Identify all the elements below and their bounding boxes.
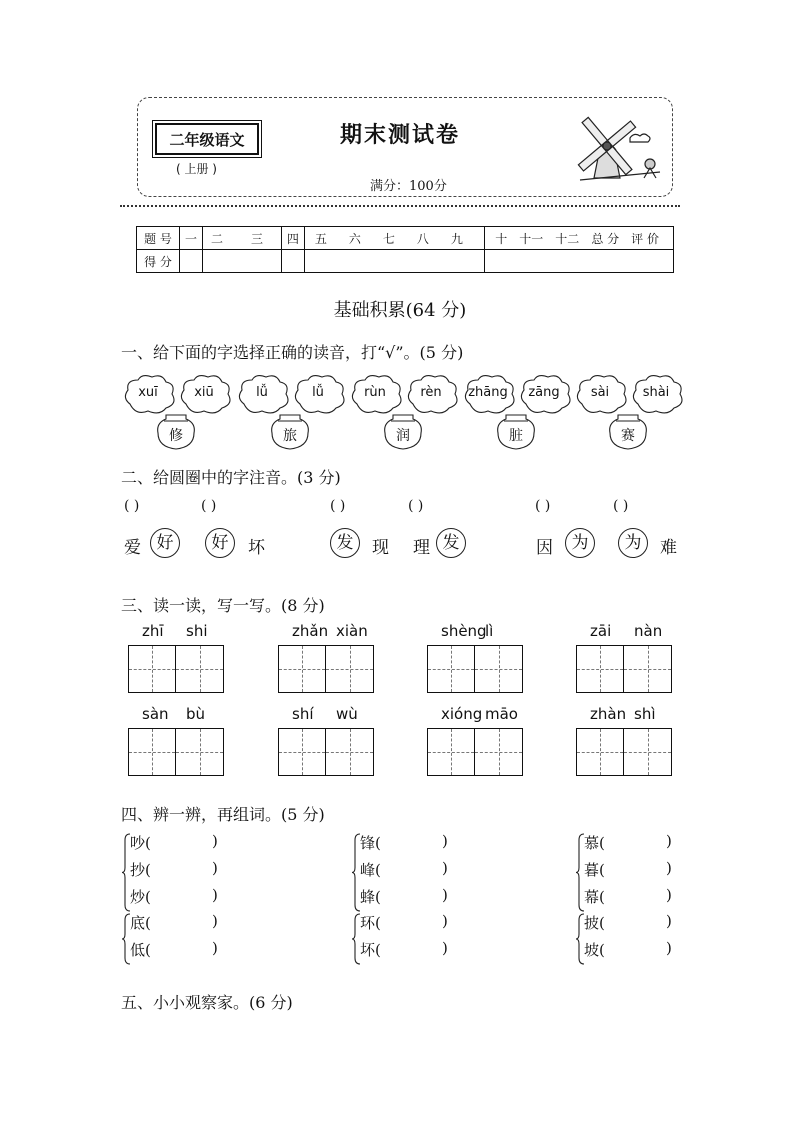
character-jar [270,413,310,451]
pinyin-answer-blank[interactable]: ( ) [535,498,551,514]
character-jar [156,413,196,451]
close-paren: ) [666,859,672,877]
word-character: 低 [130,941,146,959]
word-character: 底 [130,914,146,932]
character-jar [496,413,536,451]
word-line[interactable] [360,939,448,960]
pinyin-option-text: xiū [194,385,214,400]
word-line[interactable] [360,912,448,933]
character: 爱 [124,538,141,558]
score-cell[interactable] [203,250,282,273]
windmill-illustration [570,108,666,190]
close-paren: ) [666,912,672,930]
score-cell[interactable] [180,250,203,273]
tian-grid[interactable] [278,728,374,776]
circled-character: 好 [205,528,235,558]
pinyin-label: sàn [142,705,169,723]
open-paren: ( [599,914,605,932]
open-paren: ( [145,861,151,879]
pinyin-option-text: rèn [420,385,442,400]
word-line[interactable] [360,886,448,907]
pinyin-option-cloud[interactable] [630,374,682,414]
pinyin-label: shi [186,622,208,640]
pinyin-option-text: lǚ [256,385,268,400]
word-character: 暮 [584,861,600,879]
character: 坏 [248,538,265,558]
pinyin-option-cloud[interactable] [292,374,344,414]
jar-character: 脏 [509,428,523,444]
character: 理 [413,538,430,558]
close-paren: ) [442,832,448,850]
section-2-title: 二、给圆圈中的字注音。(3 分) [121,468,341,487]
word-line[interactable] [584,886,672,907]
close-paren: ) [212,912,218,930]
open-paren: ( [599,941,605,959]
pinyin-option-text: sài [590,385,610,400]
part-title: 基础积累(64 分) [333,300,467,321]
word-line[interactable] [130,886,218,907]
character: 因 [536,538,553,558]
word-line[interactable] [584,859,672,880]
word-character: 吵 [130,834,146,852]
pinyin-label: xiàn [336,622,368,640]
pinyin-option-text: rùn [364,385,386,400]
pinyin-answer-blank[interactable]: ( ) [613,498,629,514]
word-line[interactable] [130,912,218,933]
word-line[interactable] [584,939,672,960]
volume-label: ( 上册 ) [176,162,217,176]
section-4-title: 四、辨一辨，再组词。(5 分) [121,805,325,824]
word-line[interactable] [130,832,218,853]
close-paren: ) [442,859,448,877]
page-title: 期末测试卷 [339,123,460,148]
pinyin-option-cloud[interactable] [236,374,288,414]
circled-character: 好 [150,528,180,558]
open-paren: ( [599,834,605,852]
character: 难 [660,538,677,558]
table-cell: 十 十一 十二 总 分 评 价 [485,227,674,250]
word-line[interactable] [584,912,672,933]
tian-grid[interactable] [128,645,224,693]
close-paren: ) [442,939,448,957]
pinyin-label: nàn [634,622,663,640]
word-line[interactable] [360,832,448,853]
pinyin-label: shì [634,705,656,723]
open-paren: ( [375,888,381,906]
pinyin-label: zāi [590,622,612,640]
table-cell: 二 三 [203,227,282,250]
tian-grid[interactable] [427,645,523,693]
tian-grid[interactable] [427,728,523,776]
word-character: 锋 [360,834,376,852]
close-paren: ) [212,832,218,850]
close-paren: ) [212,859,218,877]
pinyin-option-text: lǚ [312,385,324,400]
tian-grid[interactable] [576,728,672,776]
pinyin-label: bù [186,705,206,723]
word-line[interactable] [130,859,218,880]
pinyin-option-cloud[interactable] [178,374,230,414]
word-character: 幕 [584,888,600,906]
grade-badge: 二年级语文 [155,123,259,155]
pinyin-label: zhǎn [292,622,329,640]
open-paren: ( [599,888,605,906]
table-cell: 题 号 [137,227,180,250]
jar-character: 旅 [283,428,297,444]
jar-character: 修 [169,428,183,444]
pinyin-label: māo [485,705,518,723]
close-paren: ) [666,886,672,904]
score-cell[interactable] [485,250,674,273]
pinyin-answer-blank[interactable]: ( ) [330,498,346,514]
close-paren: ) [666,939,672,957]
pinyin-option-text: zāng [528,385,560,400]
jar-character: 赛 [621,428,635,444]
close-paren: ) [212,886,218,904]
circled-character: 发 [436,528,466,558]
word-character: 坏 [360,941,376,959]
word-character: 慕 [584,834,600,852]
close-paren: ) [666,832,672,850]
tian-grid[interactable] [278,645,374,693]
character-jar [383,413,423,451]
open-paren: ( [375,914,381,932]
pinyin-option-cloud[interactable] [122,374,174,414]
pinyin-option-cloud[interactable] [462,374,514,414]
circled-character: 为 [618,528,648,558]
word-character: 蜂 [360,888,376,906]
close-paren: ) [442,886,448,904]
pinyin-option-cloud[interactable] [574,374,626,414]
pinyin-label: zhī [142,622,164,640]
tian-grid[interactable] [128,728,224,776]
table-cell: 一 [180,227,203,250]
pinyin-option-cloud[interactable] [349,374,401,414]
open-paren: ( [599,861,605,879]
character-jar [608,413,648,451]
pinyin-label: shèng [441,622,487,640]
pinyin-answer-blank[interactable]: ( ) [408,498,424,514]
score-cell[interactable] [304,250,484,273]
pinyin-answer-blank[interactable]: ( ) [201,498,217,514]
full-score: 满分：100分 [370,179,447,194]
circled-character: 发 [330,528,360,558]
word-character: 环 [360,914,376,932]
close-paren: ) [212,939,218,957]
word-character: 抄 [130,861,146,879]
word-line[interactable] [130,939,218,960]
word-character: 炒 [130,888,146,906]
section-5-title: 五、小小观察家。(6 分) [121,993,293,1012]
open-paren: ( [145,941,151,959]
open-paren: ( [145,914,151,932]
word-character: 峰 [360,861,376,879]
table-cell: 四 [281,227,304,250]
open-paren: ( [145,888,151,906]
pinyin-label: shí [292,705,314,723]
header-divider [120,205,680,207]
section-1-title: 一、给下面的字选择正确的读音，打“√”。(5 分) [121,343,464,362]
pinyin-option-text: zhāng [468,385,508,400]
pinyin-option-text: xuī [138,385,158,400]
word-line[interactable] [360,859,448,880]
word-character: 坡 [584,941,600,959]
close-paren: ) [442,912,448,930]
pinyin-option-cloud[interactable] [518,374,570,414]
score-table [136,226,674,273]
jar-character: 润 [396,428,410,444]
score-cell[interactable] [281,250,304,273]
open-paren: ( [145,834,151,852]
pinyin-label: wù [336,705,358,723]
pinyin-label: lì [485,622,494,640]
word-line[interactable] [584,832,672,853]
tian-grid[interactable] [576,645,672,693]
pinyin-label: zhàn [590,705,627,723]
table-cell: 得 分 [137,250,180,273]
circled-character: 为 [565,528,595,558]
pinyin-label: xióng [441,705,483,723]
open-paren: ( [375,834,381,852]
pinyin-answer-blank[interactable]: ( ) [124,498,140,514]
character: 现 [372,538,389,558]
open-paren: ( [375,941,381,959]
table-cell: 五 六 七 八 九 [304,227,484,250]
pinyin-option-cloud[interactable] [405,374,457,414]
open-paren: ( [375,861,381,879]
section-3-title: 三、读一读，写一写。(8 分) [121,596,325,615]
word-character: 披 [584,914,600,932]
pinyin-option-text: shài [642,385,670,400]
